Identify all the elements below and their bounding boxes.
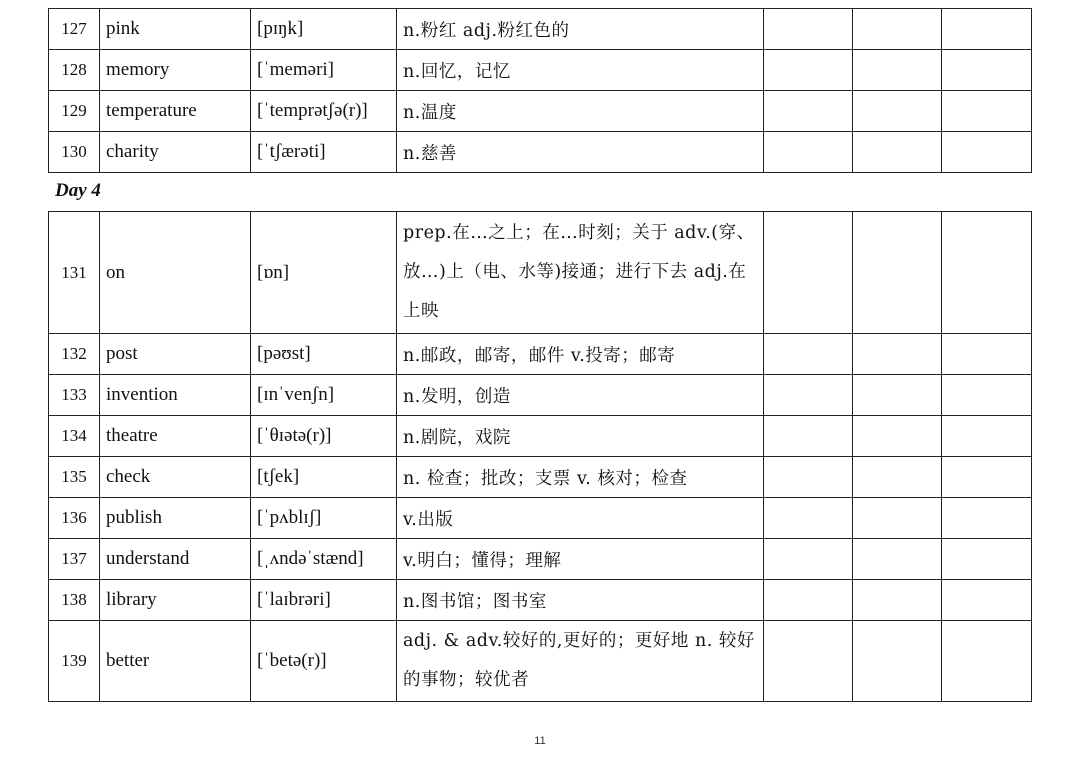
meaning: v.明白；懂得；理解 xyxy=(397,539,764,580)
word: understand xyxy=(100,539,251,580)
blank-cell xyxy=(853,91,942,132)
vocab-table-bottom xyxy=(48,211,1032,702)
word: post xyxy=(100,334,251,375)
word-number: 136 xyxy=(49,498,100,539)
blank-cell xyxy=(764,375,853,416)
phonetic: [ɒn] xyxy=(251,212,397,334)
blank-cell xyxy=(942,498,1032,539)
blank-cell xyxy=(853,50,942,91)
blank-cell xyxy=(942,457,1032,498)
word-number: 128 xyxy=(49,50,100,91)
phonetic: [ˈlaɪbrəri] xyxy=(251,580,397,621)
blank-cell xyxy=(853,457,942,498)
meaning: n.温度 xyxy=(397,91,764,132)
blank-cell xyxy=(764,621,853,702)
word: library xyxy=(100,580,251,621)
blank-cell xyxy=(853,580,942,621)
word-number: 130 xyxy=(49,132,100,173)
word-number: 129 xyxy=(49,91,100,132)
table-row xyxy=(49,132,1032,173)
meaning: n.剧院，戏院 xyxy=(397,416,764,457)
phonetic: [ˈtʃærəti] xyxy=(251,132,397,173)
blank-cell xyxy=(853,334,942,375)
blank-cell xyxy=(764,132,853,173)
meaning: n.图书馆；图书室 xyxy=(397,580,764,621)
table-row xyxy=(49,498,1032,539)
table-row xyxy=(49,50,1032,91)
meaning: n.粉红 adj.粉红色的 xyxy=(397,9,764,50)
blank-cell xyxy=(942,539,1032,580)
table-row xyxy=(49,91,1032,132)
word: charity xyxy=(100,132,251,173)
blank-cell xyxy=(942,580,1032,621)
blank-cell xyxy=(853,539,942,580)
blank-cell xyxy=(853,212,942,334)
blank-cell xyxy=(853,416,942,457)
table-row xyxy=(49,621,1032,702)
word: invention xyxy=(100,375,251,416)
word: memory xyxy=(100,50,251,91)
blank-cell xyxy=(853,621,942,702)
page-number: 11 xyxy=(534,735,546,747)
word: better xyxy=(100,621,251,702)
word-number: 138 xyxy=(49,580,100,621)
meaning: v.出版 xyxy=(397,498,764,539)
table-row xyxy=(49,539,1032,580)
blank-cell xyxy=(942,334,1032,375)
blank-cell xyxy=(942,132,1032,173)
table-row xyxy=(49,457,1032,498)
blank-cell xyxy=(764,580,853,621)
meaning: prep.在…之上；在…时刻；关于 adv.(穿、放…)上（电、水等)接通；进行下去 adj.在上映 xyxy=(397,212,764,334)
table-row xyxy=(49,375,1032,416)
word-number: 137 xyxy=(49,539,100,580)
word-number: 134 xyxy=(49,416,100,457)
blank-cell xyxy=(942,91,1032,132)
blank-cell xyxy=(942,416,1032,457)
word-number: 133 xyxy=(49,375,100,416)
meaning: adj. & adv.较好的,更好的；更好地 n. 较好的事物；较优者 xyxy=(397,621,764,702)
word: on xyxy=(100,212,251,334)
word: check xyxy=(100,457,251,498)
blank-cell xyxy=(853,132,942,173)
table-row xyxy=(49,212,1032,334)
word-number: 139 xyxy=(49,621,100,702)
table-row xyxy=(49,334,1032,375)
meaning: n.邮政，邮寄，邮件 v.投寄；邮寄 xyxy=(397,334,764,375)
blank-cell xyxy=(942,9,1032,50)
blank-cell xyxy=(764,539,853,580)
phonetic: [ˈpʌblɪʃ] xyxy=(251,498,397,539)
meaning: n. 检查；批改；支票 v. 核对；检查 xyxy=(397,457,764,498)
word-number: 127 xyxy=(49,9,100,50)
table-row xyxy=(49,9,1032,50)
blank-cell xyxy=(764,457,853,498)
blank-cell xyxy=(942,375,1032,416)
phonetic: [pɪŋk] xyxy=(251,9,397,50)
phonetic: [ˈmeməri] xyxy=(251,50,397,91)
blank-cell xyxy=(764,212,853,334)
phonetic: [ɪnˈvenʃn] xyxy=(251,375,397,416)
blank-cell xyxy=(942,50,1032,91)
blank-cell xyxy=(853,9,942,50)
blank-cell xyxy=(764,416,853,457)
word-number: 135 xyxy=(49,457,100,498)
phonetic: [ˌʌndəˈstænd] xyxy=(251,539,397,580)
vocab-table-top xyxy=(48,8,1032,173)
blank-cell xyxy=(942,621,1032,702)
phonetic: [tʃek] xyxy=(251,457,397,498)
word: temperature xyxy=(100,91,251,132)
word: theatre xyxy=(100,416,251,457)
blank-cell xyxy=(764,9,853,50)
blank-cell xyxy=(764,334,853,375)
blank-cell xyxy=(764,498,853,539)
day-heading: Day 4 xyxy=(55,180,101,201)
meaning: n.回忆，记忆 xyxy=(397,50,764,91)
blank-cell xyxy=(764,50,853,91)
blank-cell xyxy=(942,212,1032,334)
blank-cell xyxy=(853,498,942,539)
word-number: 131 xyxy=(49,212,100,334)
meaning: n.慈善 xyxy=(397,132,764,173)
phonetic: [ˈθɪətə(r)] xyxy=(251,416,397,457)
meaning: n.发明，创造 xyxy=(397,375,764,416)
word-number: 132 xyxy=(49,334,100,375)
phonetic: [ˈtemprətʃə(r)] xyxy=(251,91,397,132)
phonetic: [pəʊst] xyxy=(251,334,397,375)
blank-cell xyxy=(764,91,853,132)
table-row xyxy=(49,580,1032,621)
word: publish xyxy=(100,498,251,539)
table-row xyxy=(49,416,1032,457)
word: pink xyxy=(100,9,251,50)
phonetic: [ˈbetə(r)] xyxy=(251,621,397,702)
blank-cell xyxy=(853,375,942,416)
